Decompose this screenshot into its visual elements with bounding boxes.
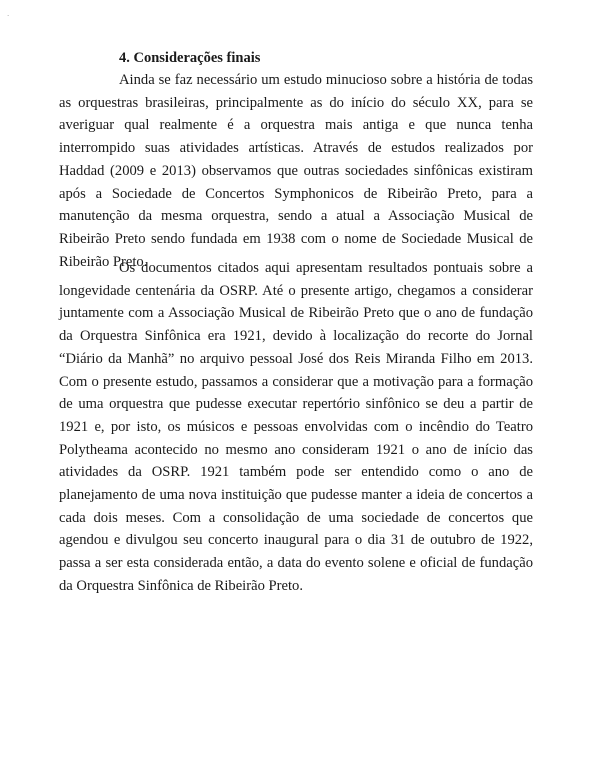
paragraph-2: Os documentos citados aqui apresentam resultados pontuais sobre a longevidade centenária da OSRP. Até o presente artigo, chegamos a considerar juntamente com a Associação Musical de Ribeirão Preto que o ano de fundação da Orquestra Sinfônica era 1921, devido à localização do recorte do Jornal “Diário da Manhã” no arquivo pessoal José dos Reis Miranda Filho em 2013. Com o presente estudo, passamos a considerar que a motivação para a formação de uma orquestra que pudesse executar repertório sinfônico se deu a partir de 1921 e, por isto, os músicos e pessoas envolvidas com o incêndio do Teatro Polytheama acontecido no mesmo ano consideram 1921 o ano de início das atividades da OSRP. 1921 também pode ser entendido como o ano de planejamento de uma nova instituição que pudesse manter a ideia de concertos a cada dois meses. Com a consolidação de uma sociedade de concertos que agendou e divulgou seu concerto inaugural para o dia 31 de outubro de 1922, passa a ser esta considerada então, a data do evento solene e oficial de fundação da Orquestra Sinfônica de Ribeirão Preto. [59, 260, 533, 594]
paragraph-1: Ainda se faz necessário um estudo minucioso sobre a história de todas as orquestras brasileiras, principalmente as do início do século XX, para se averiguar qual realmente é a orquestra mais antiga e que nunca tenha interrompido suas atividades artísticas. Através de estudos realizados por Haddad (2009 e 2013) observamos que outras sociedades sinfônicas existiram após a Sociedade de Concertos Symphonicos de Ribeirão Preto, para a manutenção da mesma orquestra, sendo a atual a Associação Musical de Ribeirão Preto sendo fundada em 1938 com o nome de Sociedade Musical de Ribeirão Preto. [59, 72, 533, 270]
section-heading: 4. Considerações finais [119, 50, 261, 66]
corner-mark: ` [7, 14, 10, 22]
